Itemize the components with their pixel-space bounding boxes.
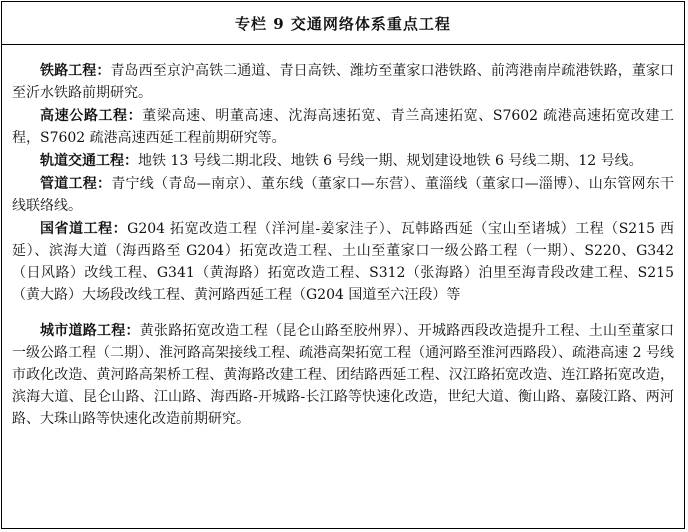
urban-road-label: 城市道路工程： [40,323,140,339]
national-provincial-road-projects [2,218,684,306]
special-column-box [1,1,685,529]
rail-transit-projects [2,150,684,172]
pipeline-projects [2,173,684,217]
project-list [2,60,684,430]
railway-text: 青岛西至京沪高铁二通道、青日高铁、潍坊至董家口港铁路、前湾港南岸疏港铁路，董家口至沂水铁路前期研究。 [12,63,675,101]
national-provincial-road-label: 国省道工程： [40,221,128,237]
expressway-text: 董梁高速、明董高速、沈海高速拓宽、青兰高速拓宽、S7602 疏港高速拓宽改建工程，S7602 疏港高速西延工程前期研究等。 [12,108,675,146]
urban-road-text: 黄张路拓宽改造工程（昆仑山路至胶州界）、开城路西段改造提升工程、土山至董家口一级公路工程（二期）、淮河路高架接线工程、疏港高架拓宽工程（通河路至淮河西路段）、疏港高速 2 号线市政化改造、黄河路高架桥工程、黄海路改建工程、团结路西延工程、汉江路拓宽改造、连江路拓宽改造，滨海大道、昆仑山路、江山路、海西路-开城路-长江路等快速化改造，世纪大道、衡山路、嘉陵江路、两河路、大珠山路等快速化改造前期研究。 [12,323,674,427]
national-provincial-road-text: G204 拓宽改造工程（洋河崖-姜家洼子）、瓦韩路西延（宝山至诸城）工程（S215 西延）、滨海大道（海西路至 G204）拓宽改造工程、土山至董家口一级公路工程（一期）、S220、G342（日风路）改线工程、G341（黄海路）拓宽改造工程、S312（张海路）泊里至海青段改建工程、S215（黄大路）大场段改线工程、黄河路西延工程（G204 国道至六汪段）等 [12,221,674,303]
expressway-label: 高速公路工程： [40,108,143,124]
railway-label: 铁路工程： [40,63,111,79]
railway-projects [2,60,684,104]
expressway-projects [2,105,684,149]
rail-transit-label: 轨道交通工程： [40,153,138,169]
column-title: 专栏 9 交通网络体系重点工程 [2,2,684,45]
urban-road-projects [2,320,684,430]
pipeline-label: 管道工程： [40,176,112,192]
rail-transit-text: 地铁 13 号线二期北段、地铁 6 号线一期、规划建设地铁 6 号线二期、12 号线。 [138,153,643,169]
pipeline-text: 青宁线（青岛—南京）、董东线（董家口—东营）、董淄线（董家口—淄博）、山东管网东干线联络线。 [12,176,675,214]
